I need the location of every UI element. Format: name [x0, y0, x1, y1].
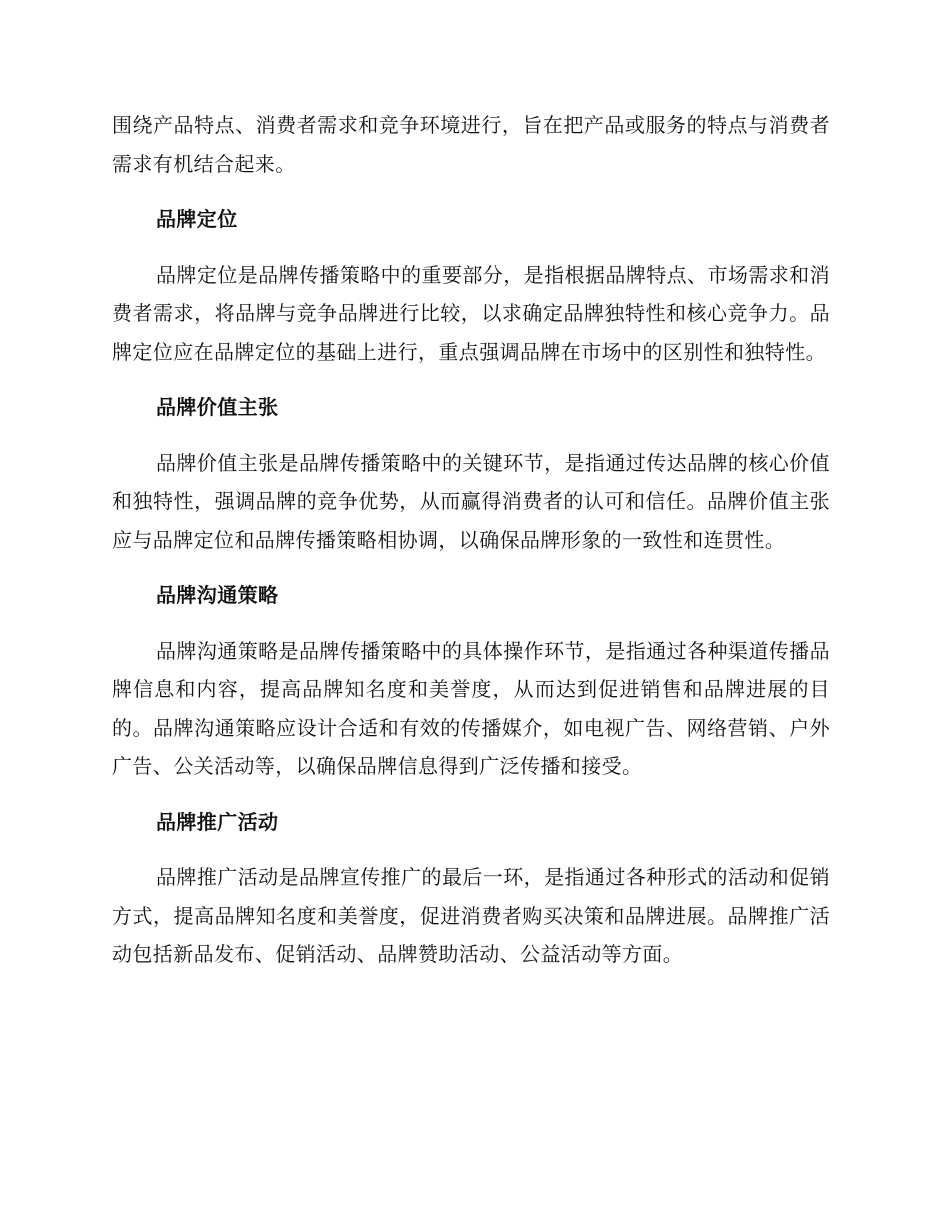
- intro-paragraph: 围绕产品特点、消费者需求和竞争环境进行，旨在把产品或服务的特点与消费者需求有机结合起来。: [112, 113, 830, 176]
- section-body-brand-positioning: 品牌定位是品牌传播策略中的重要部分，是指根据品牌特点、市场需求和消费者需求，将品牌与竞争品牌进行比较，以求确定品牌独特性和核心竞争力。品牌定位应在品牌定位的基础上进行，重点强调品牌在市场中的区别性和独特性。: [112, 262, 830, 364]
- section-heading-communication-strategy: 品牌沟通策略: [156, 583, 279, 607]
- section-heading-value-proposition: 品牌价值主张: [156, 395, 279, 419]
- section-heading-promotion-activities: 品牌推广活动: [156, 809, 279, 834]
- document-body: [112, 106, 830, 974]
- section-body-communication-strategy: 品牌沟通策略是品牌传播策略中的具体操作环节，是指通过各种渠道传播品牌信息和内容，提高品牌知名度和美誉度，从而达到促进销售和品牌进展的目的。品牌沟通策略应设计合适和有效的传播媒介，如电视广告、网络营销、户外广告、公关活动等，以确保品牌信息得到广泛传播和接受。: [112, 638, 830, 778]
- section-heading-brand-positioning: 品牌定位: [156, 207, 238, 231]
- section-body-promotion-activities: 品牌推广活动是品牌宣传推广的最后一环，是指通过各种形式的活动和促销方式，提高品牌知名度和美誉度，促进消费者购买决策和品牌进展。品牌推广活动包括新品发布、促销活动、品牌赞助活动、公益活动等方面。: [112, 865, 830, 966]
- section-body-value-proposition: 品牌价值主张是品牌传播策略中的关键环节，是指通过传达品牌的核心价值和独特性，强调品牌的竞争优势，从而赢得消费者的认可和信任。品牌价值主张应与品牌定位和品牌传播策略相协调，以确保品牌形象的一致性和连贯性。: [112, 450, 830, 552]
